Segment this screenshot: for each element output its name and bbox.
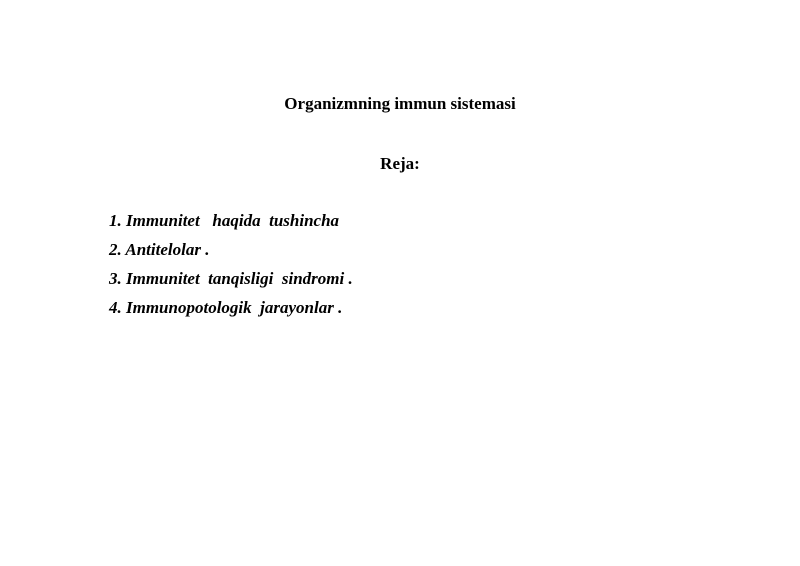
document-title: Organizmning immun sistemasi [284, 94, 516, 113]
plan-item-4: 4. Immunopotologik jarayonlar . [109, 298, 343, 317]
plan-item-2: 2. Antitelolar . [109, 240, 210, 259]
plan-list [109, 211, 353, 327]
plan-heading: Reja: [380, 154, 420, 173]
plan-item-3: 3. Immunitet tanqisligi sindromi . [109, 269, 353, 288]
plan-item-1: 1. Immunitet haqida tushincha [109, 211, 340, 230]
